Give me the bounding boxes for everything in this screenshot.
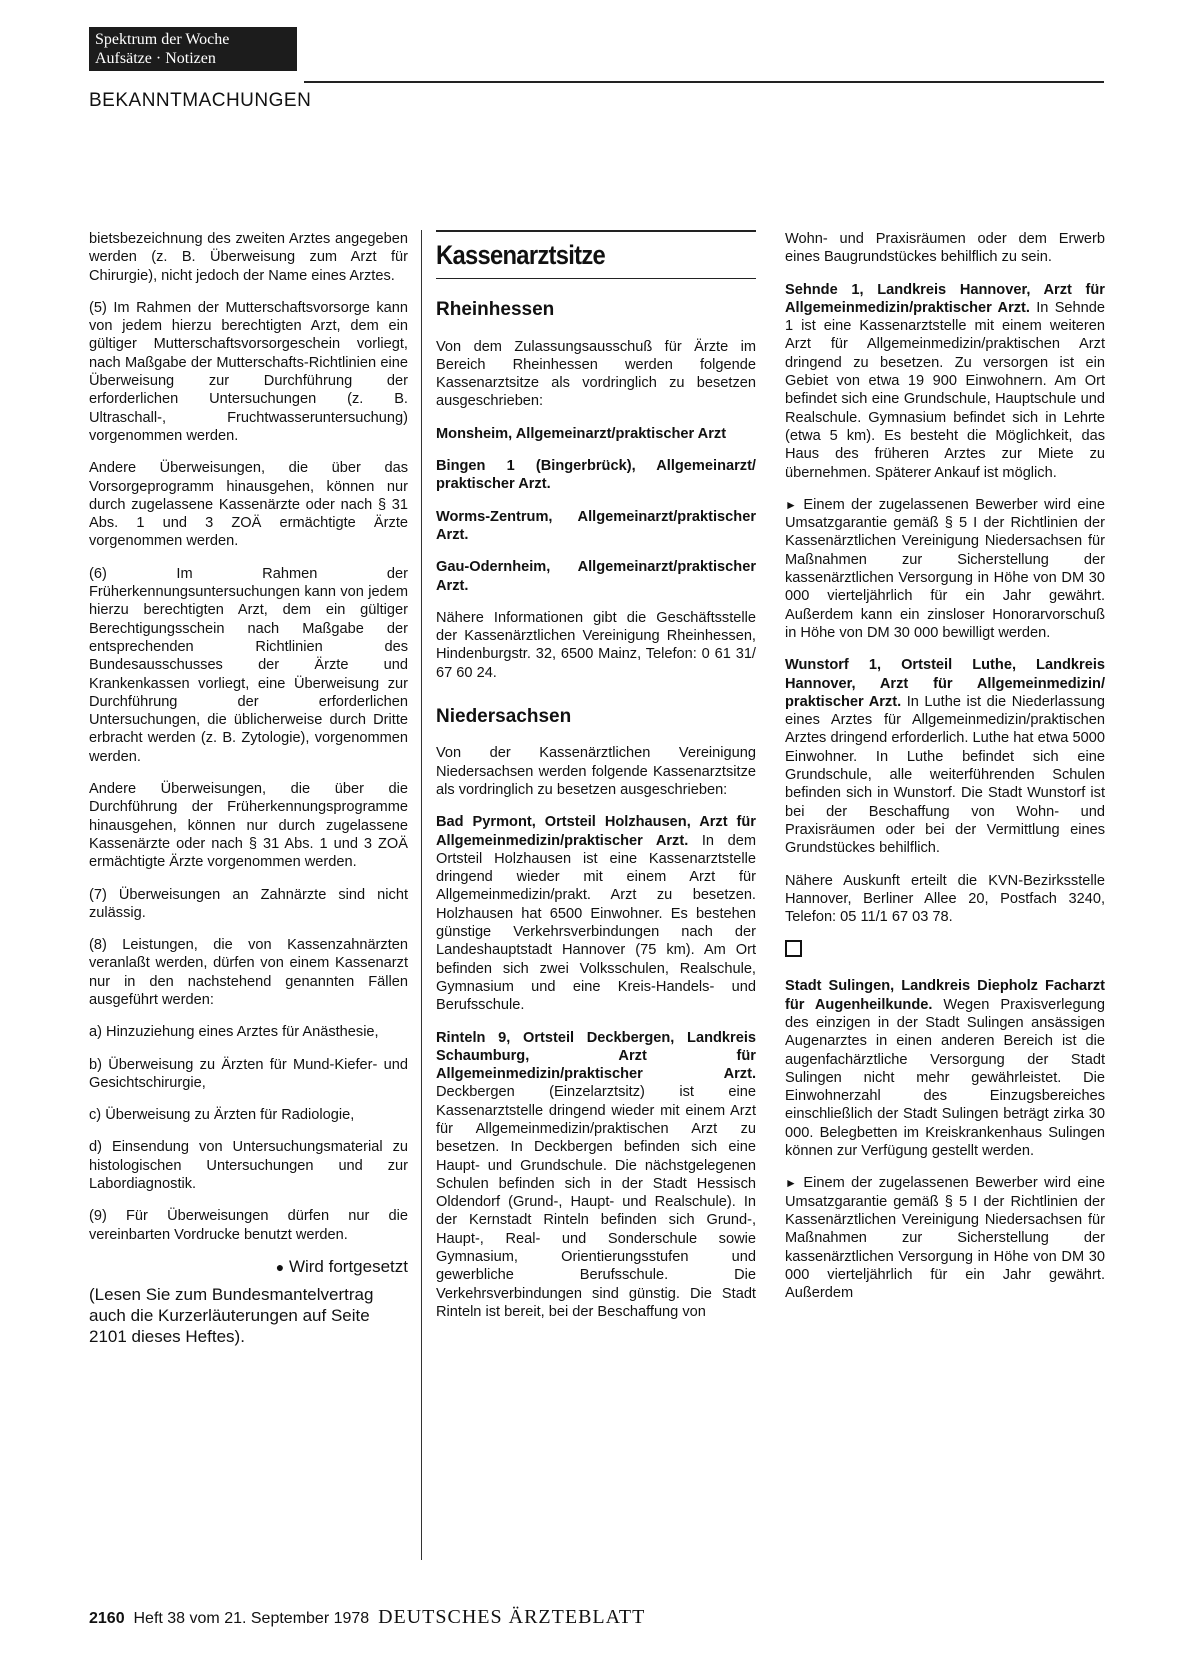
paragraph: Wohn- und Praxisräumen oder dem Erwerb eines Baugrundstückes behilflich zu sein. — [785, 231, 1105, 266]
paragraph: Nähere Auskunft erteilt die KVN-Bezirksstelle Hannover, Berliner Allee 20, Postfach 3240, Telefon: 05 11/1 67 03 78. — [785, 872, 1105, 926]
bullet-icon: ● — [275, 1258, 285, 1275]
column-divider — [421, 230, 422, 1560]
listing — [436, 813, 756, 1014]
listing: Monsheim, Allgemeinarzt/praktischer Arzt — [436, 425, 727, 442]
listing-heading: Wunstorf 1, Ortsteil Luthe, Landkreis Hannover, Arzt für Allgemeinmedizin/ praktischer Arzt. — [785, 657, 1105, 710]
paragraph: b) Überweisung zu Ärzten für Mund-Kiefer- und Gesichtschirurgie, — [89, 1056, 408, 1091]
article-title: Kassenarztsitze — [436, 240, 606, 270]
section-header-box — [89, 27, 297, 71]
page-number: 2160 — [89, 1610, 125, 1627]
paragraph: (5) Im Rahmen der Mutterschaftsvorsorge kann von jedem hierzu berechtigten Arzt, dem ein gültiger Mutterschaftsvorsorgeschein vorliegt, nach Maßgabe der Mutterschafts-Richtlinien eine Überweisung zur Durchführung der erforderlichen Untersuchungen (z. B. Ultraschall-, Fruchtwasseruntersuchung) vorgenommen werden. — [89, 299, 408, 444]
listing-heading: Bad Pyrmont, Ortsteil Holzhausen, Arzt für Allgemeinmedizin/praktischer Arzt. — [436, 814, 756, 849]
magazine-name: DEUTSCHES ÄRZTEBLATT — [378, 1606, 646, 1628]
paragraph: bietsbezeichnung des zweiten Arztes angegeben werden (z. B. Überweisung zum Arzt für Chirurgie), nicht jedoch der Name eines Arztes. — [89, 231, 408, 284]
paragraph — [785, 496, 1105, 642]
guarantee-text: Einem der zugelassenen Bewerber wird eine Umsatzgarantie gemäß § 5 I der Richtlinien der Kassenärztlichen Vereinigung Niedersachsen für Maßnahmen zur Sicherstellung der kassenärztlichen Versorgung in Höhe von DM 30 000 vierteljährlich für ein Jahr gewährt. Außerdem kann ein zinsloser Honorarvorschuß in Höhe von DM 30 000 bewilligt werden. — [785, 496, 1105, 641]
listing: Worms-Zentrum, Allgemeinarzt/praktischer Arzt. — [436, 508, 756, 543]
paragraph: (6) Im Rahmen der Früherkennungsuntersuchungen kann von jedem hierzu berechtigten Arzt, dem ein gültiger Berechtigungsschein nach Maßgabe der entsprechenden Richtlinien des Bundesausschusses der Ärzte und Krankenkassen vorliegt, eine Überweisung zur Durchführung der erforderlichen Untersuchungen, die üblicherweise durch Dritte erbracht werden (z. B. Zytologie), vorgenommen werden. — [89, 565, 408, 765]
subheading-niedersachsen: Niedersachsen — [436, 706, 572, 728]
page-footer — [89, 1606, 645, 1629]
arrow-icon: ► — [785, 497, 797, 512]
title-rule-top — [436, 230, 756, 232]
listing — [785, 281, 1105, 482]
column-right — [785, 230, 1105, 1316]
paragraph: (7) Überweisungen an Zahnärzte sind nicht zulässig. — [89, 886, 408, 921]
listing — [785, 977, 1105, 1160]
paragraph: d) Einsendung von Untersuchungsmaterial zu histologischen Untersuchungen und zur Labordiagnostik. — [89, 1139, 408, 1193]
paragraph: (9) Für Überweisungen dürfen nur die vereinbarten Vordrucke benutzt werden. — [89, 1208, 408, 1243]
paragraph: c) Überweisung zu Ärzten für Radiologie, — [89, 1107, 355, 1124]
header-rule — [304, 81, 1104, 83]
listing-text: In Luthe ist die Niederlassung eines Arztes für Allgemeinmedizin/praktischen Arztes dringend erforderlich. Luthe hat etwa 5000 Einwohner. In Luthe befindet sich eine Grundschule, alle weiterführenden Schulen befinden sich in Wunstorf. Die Stadt Wunstorf ist bei der Beschaffung von Wohn- und Praxisräumen oder bei der Vermittlung eines Grundstückes behilflich. — [785, 693, 1105, 857]
reference-note: (Lesen Sie zum Bundesmantelvertrag auch die Kurzerläuterungen auf Seite 2101 dieses Heftes). — [89, 1285, 374, 1347]
title-rule-bottom — [436, 278, 756, 279]
listing-text: Deckbergen (Einzelarztsitz) ist eine Kassenarztstelle dringend wieder mit einem Arzt für Allgemeinmedizin/praktischen Arzt zu besetzen. In Deckbergen befinden sich eine Haupt- und Grundschule. Die nächstgelegenen Schulen befinden sich in der Stadt Hessisch Oldendorf (Grund-, Haupt- und Realschule). In der Kernstadt Rinteln befinden sich Grund-, Haupt-, Real- und Sonderschule sowie Gymnasium, Orientierungsstufen und gewerbliche Berufsschule. Die Verkehrsverbindungen sind günstig. Die Stadt Rinteln ist bereit, bei der Beschaffung von — [436, 1084, 756, 1320]
paragraph: Andere Überweisungen, die über die Durchführung der Früherkennungsprogramme hinausgehen, können nur durch zugelassene Kassenärzte oder nach § 31 Abs. 1 und 3 ZOÄ ermächtigte Ärzte vorgenommen werden. — [89, 781, 408, 871]
section-label: BEKANNTMACHUNGEN — [89, 90, 312, 111]
header-line-2: Aufsätze · Notizen — [95, 50, 216, 67]
listing — [785, 656, 1105, 857]
continued-note — [89, 1258, 408, 1276]
listing: Bingen 1 (Bingerbrück), Allgemeinarzt/ praktischer Arzt. — [436, 458, 756, 493]
column-middle — [436, 230, 756, 1335]
guarantee-text: Einem der zugelassenen Bewerber wird eine Umsatzgarantie gemäß § 5 I der Richtlinien der Kassenärztlichen Vereinigung Niedersachsen für Maßnahmen zur Sicherstellung der kassenärztlichen Versorgung in Höhe von DM 30 000 vierteljährlich für ein Jahr gewährt. Außerdem — [785, 1175, 1105, 1302]
listing — [436, 1029, 756, 1322]
paragraph — [785, 1174, 1105, 1302]
listing-text: In Sehnde 1 ist eine Kassenarztstelle mit einem weiteren Arzt für Allgemeinmedizin/praktischen Arzt dringend zu besetzen. Zu versorgen ist ein Gebiet von etwa 19 900 Einwohnern. Am Ort befindet sich eine Grundschule, Hauptschule und Realschule. Gymnasium befindet sich in Lehrte (etwa 5 km). Es besteht die Möglichkeit, das Haus des früheren Arztes zur Miete zu übernehmen. Späterer Ankauf ist möglich. — [785, 299, 1106, 481]
listing: Gau-Odernheim, Allgemeinarzt/praktischer Arzt. — [436, 559, 756, 594]
issue-info: Heft 38 vom 21. September 1978 — [133, 1610, 370, 1627]
paragraph: Von dem Zulassungsausschuß für Ärzte im Bereich Rheinhessen werden folgende Kassenarztsitze als vordringlich zu besetzen ausgeschrieben: — [436, 338, 756, 410]
square-icon — [785, 940, 802, 957]
paragraph: (8) Leistungen, die von Kassenzahnärzten veranlaßt werden, dürfen von einem Kassenarzt nur in den nachstehend genannten Fällen ausgeführt werden: — [89, 937, 408, 1008]
listing-text: In dem Ortsteil Holzhausen ist eine Kassenarztstelle dringend wieder mit einem Arzt für Allgemeinmedizin/prakt. Arzt zu besetzen. Holzhausen hat 6500 Einwohner. Es bestehen günstige Verkehrsverbindungen nach der Landeshauptstadt Hannover (75 km). Am Ort befinden sich zwei Volksschulen, Realschule, Gymnasium und eine Kreis-Handels- und Berufsschule. — [436, 832, 756, 1014]
paragraph: a) Hinzuziehung eines Arztes für Anästhesie, — [89, 1024, 379, 1041]
listing-text: Wegen Praxisverlegung des einzigen in der Stadt Sulingen ansässigen Augenarztes in einen anderen Bereich ist die augenfachärztliche Versorgung der Stadt Sulingen nicht mehr gewährleistet. Die Einwohnerzahl des Einzugsbereiches einschließlich der Stadt Sulingen beträgt zirka 30 000. Belegbetten im Kreiskrankenhaus Sulingen können zur Verfügung gestellt werden. — [785, 996, 1105, 1160]
paragraph: Nähere Informationen gibt die Geschäftsstelle der Kassenärztlichen Vereinigung Rheinhessen, Hindenburgstr. 32, 6500 Mainz, Telefon: 0 61 31/ 67 60 24. — [436, 609, 756, 681]
paragraph: Von der Kassenärztlichen Vereinigung Niedersachsen werden folgende Kassenarztsitze als vordringlich zu besetzen ausgeschrieben: — [436, 745, 756, 798]
column-left — [89, 230, 408, 1347]
listing-heading: Stadt Sulingen, Landkreis Diepholz Facharzt für Augenheilkunde. — [785, 978, 1105, 1013]
paragraph: Andere Überweisungen, die über das Vorsorgeprogramm hinausgehen, können nur durch zugelassene Kassenärzte oder nach § 31 Abs. 1 und 3 ZOÄ ermächtigte Ärzte vorgenommen werden. — [89, 460, 408, 550]
listing-heading: Rinteln 9, Ortsteil Deckbergen, Landkreis Schaumburg, Arzt für Allgemeinmedizin/praktischer Arzt. — [436, 1029, 756, 1083]
arrow-icon: ► — [785, 1176, 797, 1191]
continued-label: Wird fortgesetzt — [288, 1256, 408, 1276]
listing-heading: Sehnde 1, Landkreis Hannover, Arzt für Allgemeinmedizin/praktischer Arzt. — [785, 281, 1105, 316]
header-line-1: Spektrum der Woche — [95, 31, 230, 48]
subheading-rheinhessen: Rheinhessen — [436, 299, 555, 321]
